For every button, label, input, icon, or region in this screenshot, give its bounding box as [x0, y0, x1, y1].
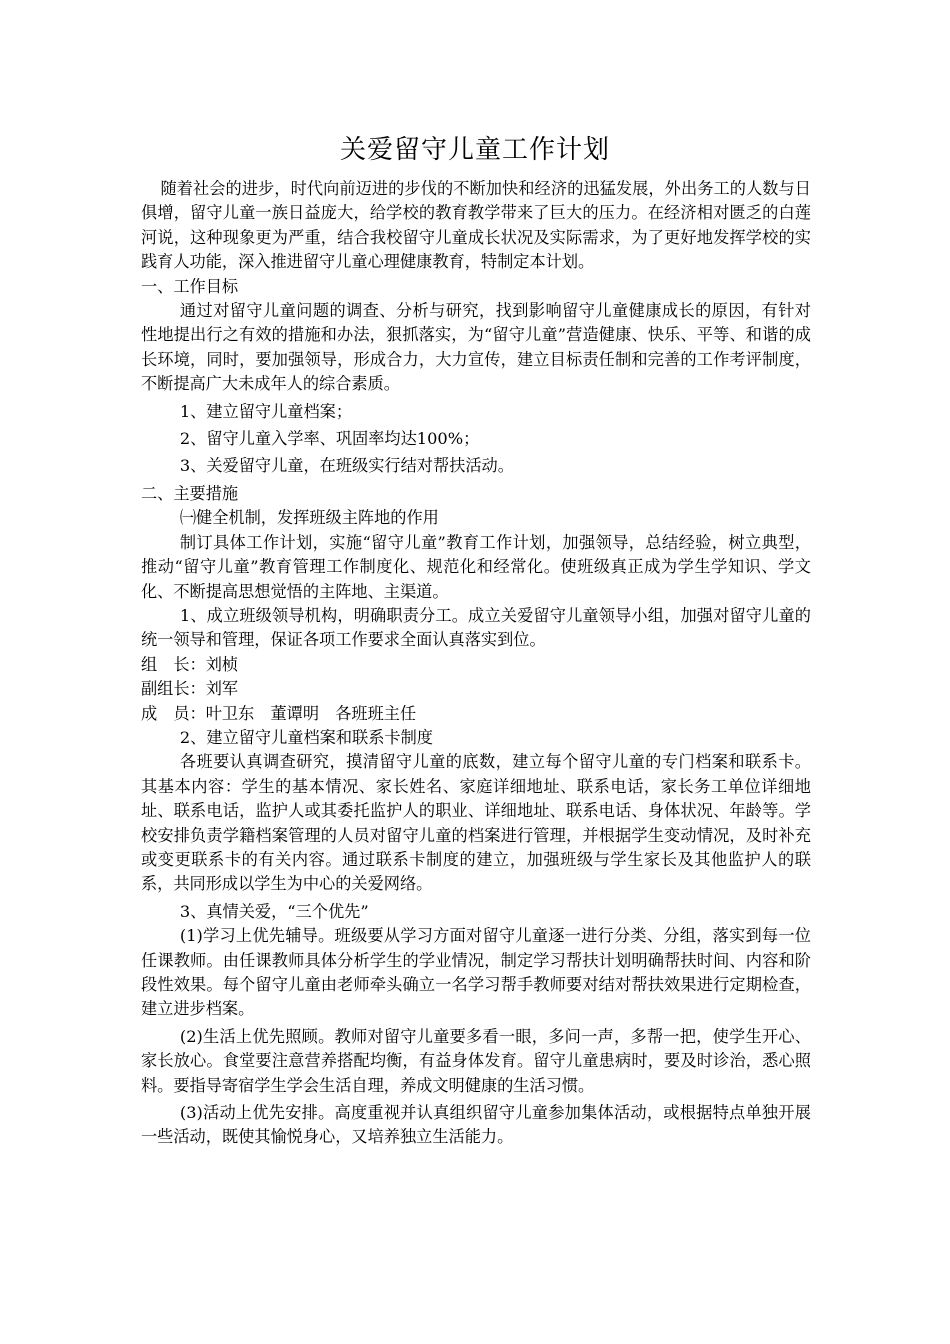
- paragraph: 成 员：叶卫东 董谭明 各班班主任: [141, 703, 417, 723]
- paragraph: 组 长：刘桢: [141, 654, 239, 674]
- paragraph: 副组长：刘军: [141, 679, 239, 699]
- paragraph: (1)学习上优先辅导。班级要从学习方面对留守儿童逐一进行分类、分组，落实到每一位任课教师。由任课教师具体分析学生的学业情况，制定学习帮扶计划明确帮扶时间、内容和阶段性效果。每个留守儿童由老师牵头确立一名学习帮手教师要对结对帮扶效果进行定期检查，建立进步档案。: [141, 926, 811, 1019]
- paragraph: 1、成立班级领导机构，明确职责分工。成立关爱留守儿童领导小组，加强对留守儿童的统一领导和管理，保证各项工作要求全面认真落实到位。: [141, 605, 811, 650]
- paragraph: 通过对留守儿童问题的调查、分析与研究，找到影响留守儿童健康成长的原因，有针对性地提出行之有效的措施和办法，狠抓落实，为“留守儿童”营造健康、快乐、平等、和谐的成长环境，同时，要加强领导，形成合力，大力宣传，建立目标责任制和完善的工作考评制度，不断提高广大未成年人的综合素质。: [141, 301, 811, 394]
- paragraph: 3、关爱留守儿童，在班级实行结对帮扶活动。: [179, 456, 514, 476]
- paragraph: 各班要认真调查研究，摸清留守儿童的底数，建立每个留守儿童的专门档案和联系卡。其基本内容：学生的基本情况、家长姓名、家庭详细地址、联系电话，家长务工单位详细地址、联系电话，监护人或其委托监护人的职业、详细地址、联系电话、身体状况、年龄等。学校安排负责学籍档案管理的人员对留守儿童的档案进行管理，并根据学生变动情况，及时补充或变更联系卡的有关内容。通过联系卡制度的建立，加强班级与学生家长及其他监护人的联系，共同形成以学生为中心的关爱网络。: [141, 752, 811, 894]
- paragraph: 1、建立留守儿童档案；: [179, 401, 353, 421]
- document-title: 关爱留守儿童工作计划: [339, 135, 610, 165]
- paragraph: 随着社会的进步，时代向前迈进的步伐的不断加快和经济的迅猛发展，外出务工的人数与日俱增，留守儿童一族日益庞大，给学校的教育教学带来了巨大的压力。在经济相对匮乏的白莲河说，这种现象更为严重，结合我校留守儿童成长状况及实际需求，为了更好地发挥学校的实践育人功能，深入推进留守儿童心理健康教育，特制定本计划。: [141, 179, 811, 272]
- paragraph: 制订具体工作计划，实施“留守儿童”教育工作计划，加强领导，总结经验，树立典型，推动“留守儿童”教育管理工作制度化、规范化和经常化。使班级真正成为学生学知识、学文化、不断提高思想觉悟的主阵地、主渠道。: [141, 532, 811, 601]
- paragraph: ㈠健全机制，发挥班级主阵地的作用: [179, 508, 439, 528]
- paragraph: 一、工作目标: [141, 276, 239, 296]
- paragraph: 2、留守儿童入学率、巩固率均达100%；: [179, 429, 480, 449]
- paragraph: 2、建立留守儿童档案和联系卡制度: [179, 727, 433, 747]
- document-body: [141, 177, 811, 1150]
- paragraph: 3、真情关爱，“三个优先”: [179, 901, 369, 921]
- paragraph: (3)活动上优先安排。高度重视并认真组织留守儿童参加集体活动，或根据特点单独开展一些活动，既使其愉悦身心，又培养独立生活能力。: [141, 1103, 811, 1147]
- paragraph: 二、主要措施: [141, 483, 239, 503]
- paragraph: (2)生活上优先照顾。教师对留守儿童要多看一眼，多问一声，多帮一把，使学生开心、家长放心。食堂要注意营养搭配均衡，有益身体发育。留守儿童患病时，要及时诊治，悉心照料。要指导寄宿学生学会生活自理，养成文明健康的生活习惯。: [141, 1026, 811, 1095]
